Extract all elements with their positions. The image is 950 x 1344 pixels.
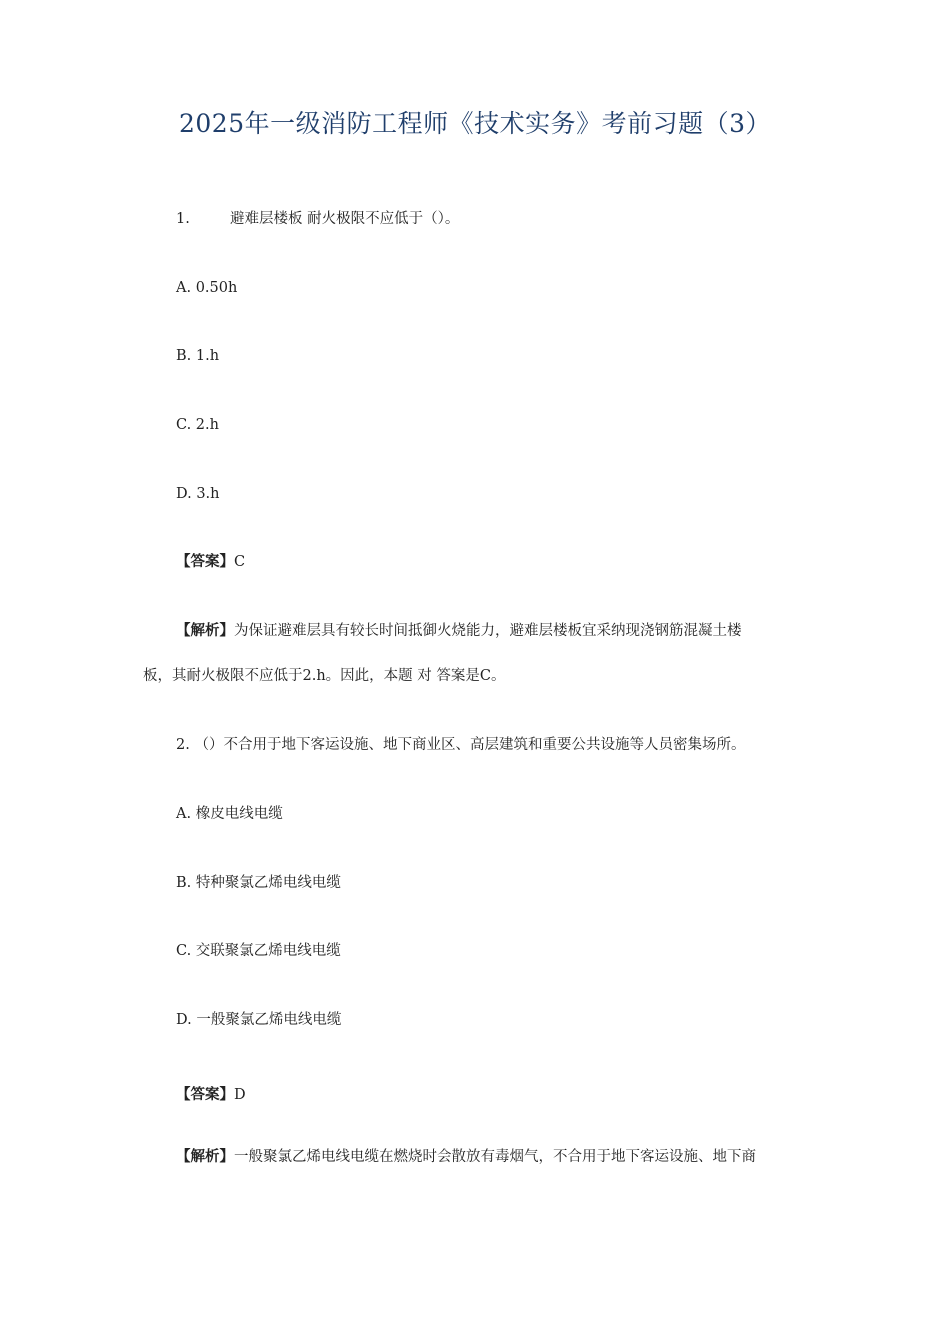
question-2-text: （）不合用于地下客运设施、地下商业区、高层建筑和重要公共设施等人员密集场所。 [194, 737, 746, 753]
question-2-option-d: D. 一般聚氯乙烯电线电缆 [176, 1012, 342, 1028]
question-2-explanation [176, 1147, 756, 1167]
explanation-label: 【解析】 [176, 1148, 234, 1165]
question-1-number: 1. [176, 211, 190, 227]
question-1-text: 避难层楼板 耐火极限不应低于（）。 [230, 211, 460, 227]
document-title: 2025年一级消防工程师《技术实务》考前习题（3） [178, 109, 772, 138]
question-2-number: 2. [176, 737, 190, 753]
question-2-option-c: C. 交联聚氯乙烯电线电缆 [176, 943, 341, 959]
question-1-answer [176, 552, 245, 572]
question-2-option-b: B. 特种聚氯乙烯电线电缆 [176, 875, 341, 891]
question-2-option-a: A. 橡皮电线电缆 [176, 806, 283, 822]
answer-label: 【答案】 [176, 553, 234, 570]
question-1-explanation-continued: 板，其耐火极限不应低于2.h。因此，本题 对 答案是C。 [143, 668, 506, 684]
question-1-option-c: C. 2.h [176, 417, 219, 433]
answer-value: D [234, 1087, 246, 1103]
question-2-answer [176, 1085, 246, 1105]
question-1-explanation [176, 621, 742, 641]
question-1-option-d: D. 3.h [176, 486, 220, 502]
question-2-stem [176, 735, 745, 755]
explanation-text: 一般聚氯乙烯电线电缆在燃烧时会散放有毒烟气，不合用于地下客运设施、地下商 [234, 1149, 756, 1165]
question-1-option-b: B. 1.h [176, 348, 220, 364]
answer-value: C [234, 554, 246, 570]
question-1-option-a: A. 0.50h [176, 280, 238, 296]
question-1-stem [176, 209, 459, 229]
explanation-text: 为保证避难层具有较长时间抵御火烧能力，避难层楼板宜采纳现浇钢筋混凝土楼 [234, 623, 742, 639]
explanation-label: 【解析】 [176, 622, 234, 639]
answer-label: 【答案】 [176, 1086, 234, 1103]
